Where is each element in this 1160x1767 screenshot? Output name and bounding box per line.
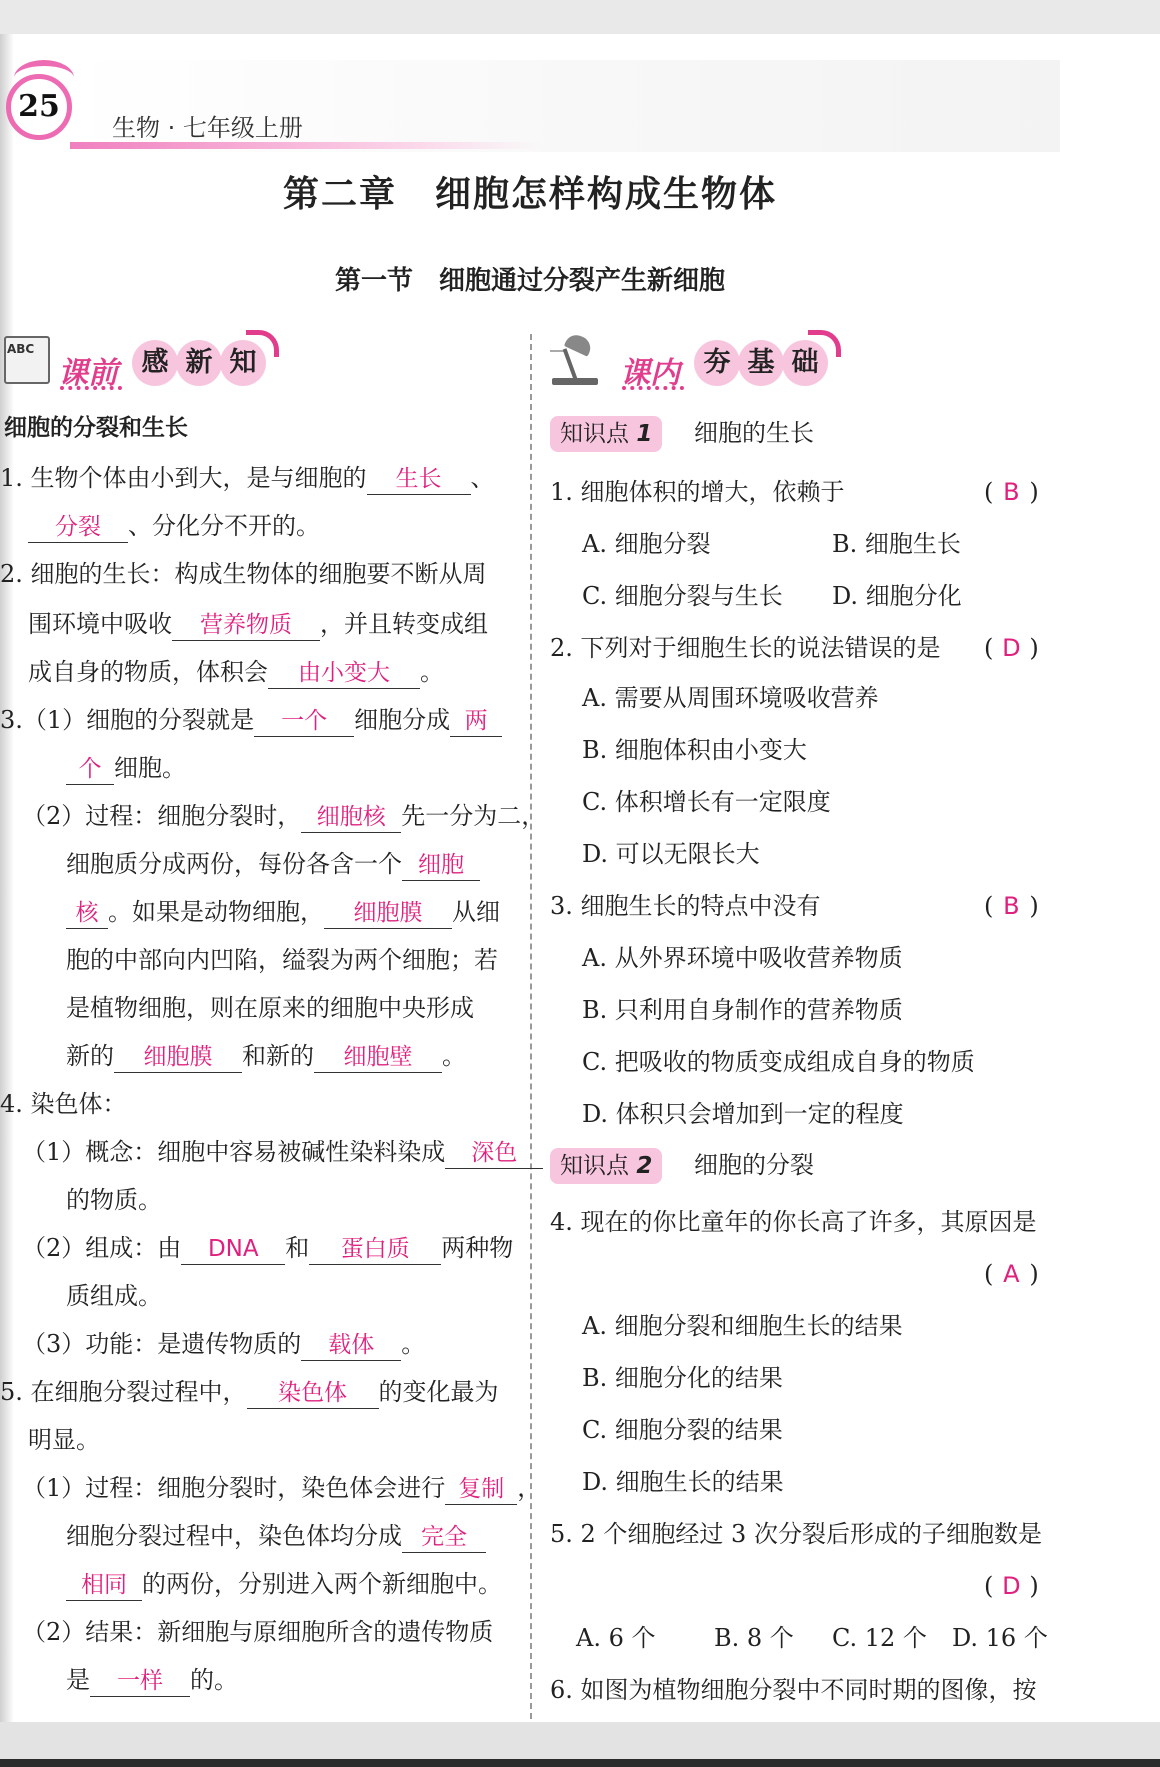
- q2-option-b: B. 细胞体积由小变大: [582, 736, 807, 764]
- answer-blank: 染色体: [247, 1378, 379, 1409]
- banner-word: 课内: [620, 356, 680, 391]
- left-line-3: 2. 细胞的生长：构成生物体的细胞要不断从周: [0, 560, 487, 588]
- answer-blank: 细胞壁: [314, 1042, 442, 1073]
- q3-option-c: C. 把吸收的物质变成组成自身的物质: [582, 1048, 975, 1076]
- left-line-12: 是植物细胞，则在原来的细胞中央形成: [66, 994, 474, 1022]
- q4-answer: ( A ): [984, 1260, 1039, 1288]
- left-line-22: （1）过程：细胞分裂时，染色体会进行 复制 ，: [22, 1472, 541, 1505]
- answer-blank: 细胞膜: [324, 898, 452, 929]
- q4-option-d: D. 细胞生长的结果: [582, 1468, 784, 1496]
- answer-blank: 一样: [90, 1666, 190, 1697]
- answer-blank: 生长: [367, 464, 471, 495]
- banner-word: 课前: [58, 356, 118, 391]
- q2-answer: ( D ): [984, 634, 1039, 662]
- banner-char: 感: [132, 340, 178, 386]
- left-line-24: 相同 的两份，分别进入两个新细胞中。: [66, 1568, 502, 1601]
- left-line-13: 新的 细胞膜 和新的 细胞壁 。: [66, 1040, 466, 1073]
- left-subtitle: 细胞的分裂和生长: [4, 415, 188, 441]
- page-number: 25: [6, 74, 72, 140]
- q5-stem: 5. 2 个细胞经过 3 次分裂后形成的子细胞数是: [550, 1520, 1042, 1548]
- left-line-5: 成自身的物质，体积会 由小变大 。: [28, 656, 444, 689]
- q5-option-b: B. 8 个: [714, 1624, 794, 1652]
- left-line-1: 1. 生物个体由小到大，是与细胞的 生长 、: [0, 462, 495, 495]
- answer-blank: 完全: [402, 1522, 486, 1553]
- header-pink-line: [70, 142, 540, 149]
- left-line-10: 核 。如果是动物细胞， 细胞膜 从细: [66, 896, 500, 929]
- answer-blank: 复制: [445, 1474, 517, 1505]
- answer-blank: 核: [66, 898, 108, 929]
- left-banner: [58, 334, 278, 404]
- banner-char: 基: [738, 340, 784, 386]
- swirl-icon: [808, 330, 841, 357]
- right-banner: [620, 334, 840, 404]
- left-line-11: 胞的中部向内凹陷，缢裂为两个细胞；若: [66, 946, 498, 974]
- q4-option-a: A. 细胞分裂和细胞生长的结果: [582, 1312, 903, 1340]
- left-line-14: 4. 染色体：: [0, 1090, 127, 1118]
- left-line-2: 分裂 、分化分不开的。: [28, 510, 320, 543]
- page: [0, 34, 1160, 1722]
- q3-answer: ( B ): [984, 892, 1039, 920]
- q5-option-d: D. 16 个: [952, 1624, 1048, 1652]
- q1-option-c: C. 细胞分裂与生长: [582, 582, 783, 610]
- q2-stem: 2. 下列对于细胞生长的说法错误的是: [550, 634, 941, 662]
- swirl-icon: [246, 330, 279, 357]
- banner-char: 知: [220, 340, 266, 386]
- answer-blank: 两: [450, 706, 502, 737]
- answer-blank: 一个: [254, 706, 354, 737]
- answer-blank: 由小变大: [268, 658, 420, 689]
- answer-blank: 细胞: [402, 850, 480, 881]
- q1-option-a: A. 细胞分裂: [582, 530, 711, 558]
- left-line-16: 的物质。: [66, 1186, 162, 1214]
- answer-blank: 蛋白质: [309, 1234, 441, 1265]
- left-line-8: （2）过程：细胞分裂时， 细胞核 先一分为二，: [22, 800, 545, 833]
- left-line-21: 明显。: [28, 1426, 100, 1454]
- left-line-15: （1）概念：细胞中容易被碱性染料染成 深色: [22, 1136, 543, 1169]
- chapter-title: 第二章 细胞怎样构成生物体: [282, 174, 777, 215]
- q1-stem: 1. 细胞体积的增大，依赖于: [550, 478, 845, 506]
- q4-option-b: B. 细胞分化的结果: [582, 1364, 783, 1392]
- knowledge-point-1: 知识点 1 细胞的生长: [550, 416, 814, 452]
- left-line-25: （2）结果：新细胞与原细胞所含的遗传物质: [22, 1618, 494, 1646]
- answer-blank: 相同: [66, 1570, 142, 1601]
- knowledge-point-2: 知识点 2 细胞的分裂: [550, 1148, 814, 1184]
- q2-option-c: C. 体积增长有一定限度: [582, 788, 831, 816]
- q4-stem: 4. 现在的你比童年的你长高了许多，其原因是: [550, 1208, 1037, 1236]
- q3-option-d: D. 体积只会增加到一定的程度: [582, 1100, 904, 1128]
- q3-stem: 3. 细胞生长的特点中没有: [550, 892, 821, 920]
- answer-blank: DNA: [181, 1234, 285, 1265]
- left-line-26: 是 一样 的。: [66, 1664, 238, 1697]
- banner-char: 夯: [694, 340, 740, 386]
- q2-option-a: A. 需要从周围环境吸收营养: [582, 684, 879, 712]
- q1-option-b: B. 细胞生长: [832, 530, 961, 558]
- top-bar: [0, 0, 1160, 34]
- left-line-20: 5. 在细胞分裂过程中， 染色体 的变化最为: [0, 1376, 499, 1409]
- answer-blank: 细胞核: [301, 802, 401, 833]
- column-divider: [530, 334, 532, 1729]
- left-line-23: 细胞分裂过程中，染色体均分成 完全: [66, 1520, 486, 1553]
- answer-blank: 个: [66, 754, 114, 785]
- q6-stem: 6. 如图为植物细胞分裂中不同时期的图像，按: [550, 1676, 1037, 1704]
- answer-blank: 载体: [301, 1330, 401, 1361]
- q3-option-a: A. 从外界环境中吸收营养物质: [582, 944, 903, 972]
- lamp-icon: [548, 330, 604, 388]
- left-line-18: 质组成。: [66, 1282, 162, 1310]
- answer-blank: 细胞膜: [114, 1042, 242, 1073]
- q1-option-d: D. 细胞分化: [832, 582, 962, 610]
- left-line-4: 围环境中吸收 营养物质 ，并且转变成组: [28, 608, 488, 641]
- left-line-19: （3）功能：是遗传物质的 载体 。: [22, 1328, 425, 1361]
- answer-blank: 营养物质: [172, 610, 320, 641]
- banner-char: 新: [176, 340, 222, 386]
- q5-option-a: A. 6 个: [576, 1624, 656, 1652]
- left-line-7: 个 细胞。: [66, 752, 186, 785]
- answer-blank: 分裂: [28, 512, 128, 543]
- left-line-9: 细胞质分成两份，每份各含一个 细胞: [66, 848, 480, 881]
- bottom-bar: [0, 1722, 1160, 1767]
- q5-answer: ( D ): [984, 1572, 1039, 1600]
- q3-option-b: B. 只利用自身制作的营养物质: [582, 996, 903, 1024]
- q4-option-c: C. 细胞分裂的结果: [582, 1416, 783, 1444]
- left-line-17: （2）组成：由 DNA 和 蛋白质 两种物: [22, 1232, 513, 1265]
- abc-book-icon: ABC: [4, 330, 48, 386]
- q2-option-d: D. 可以无限长大: [582, 840, 760, 868]
- book-title: 生物 · 七年级上册: [112, 114, 303, 142]
- section-title: 第一节 细胞通过分裂产生新细胞: [334, 266, 725, 296]
- banner-char: 础: [782, 340, 828, 386]
- q1-answer: ( B ): [984, 478, 1039, 506]
- q5-option-c: C. 12 个: [832, 1624, 927, 1652]
- left-line-6: 3.（1）细胞的分裂就是 一个 细胞分成 两: [0, 704, 502, 737]
- answer-blank: 深色: [445, 1138, 543, 1169]
